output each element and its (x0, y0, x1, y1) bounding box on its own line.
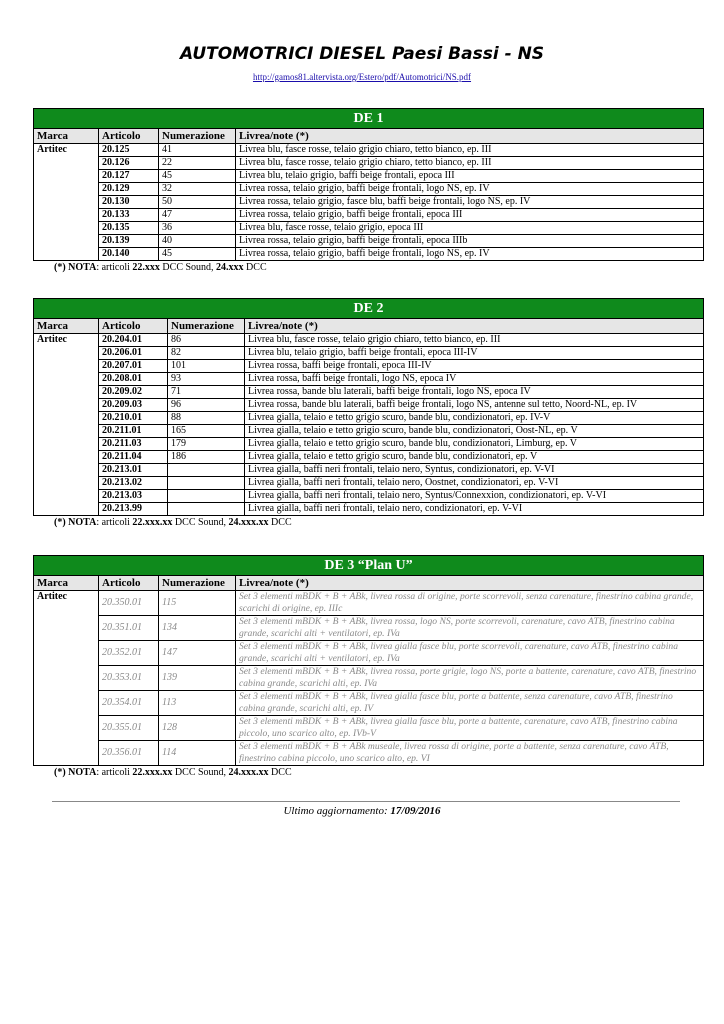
livrea-cell: Livrea rossa, bande blu laterali, baffi beige frontali, logo NS, epoca IV (245, 386, 704, 399)
note-code-dcc: 24.xxx (216, 262, 244, 273)
numerazione-cell: 139 (159, 666, 236, 691)
articolo-cell: 20.350.01 (99, 591, 159, 616)
table-row (34, 144, 704, 157)
articolo-cell: 20.210.01 (99, 412, 168, 425)
livrea-cell: Livrea rossa, bande blu laterali, baffi beige frontali, logo NS, antenne sul tetto, Noord-NL, ep. IV (245, 399, 704, 412)
livrea-cell: Livrea rossa, telaio grigio, baffi beige frontali, epoca III (236, 209, 704, 222)
note-code-sound: 22.xxx.xx (132, 767, 173, 778)
livrea-cell: Livrea rossa, telaio grigio, baffi beige frontali, logo NS, ep. IV (236, 183, 704, 196)
table-row (34, 425, 704, 438)
numerazione-cell: 40 (159, 235, 236, 248)
col-marca: Marca (34, 576, 99, 591)
table-row (34, 347, 704, 360)
note-code-sound: 22.xxx.xx (132, 517, 173, 528)
livrea-cell: Livrea gialla, baffi neri frontali, telaio nero, Syntus, condizionatori, ep. V-VI (245, 464, 704, 477)
livrea-cell: Set 3 elementi mBDK + B + ABk, livrea gialla fasce blu, porte a battente, senza carenature, cavo ATB, finestrino cabina grande, scarichi alti, ep. IV (236, 691, 704, 716)
articolo-cell: 20.207.01 (99, 360, 168, 373)
col-livrea: Livrea/note (*) (245, 319, 704, 334)
col-numerazione: Numerazione (159, 129, 236, 144)
table-row (34, 373, 704, 386)
marca-cell: Artitec (34, 591, 99, 766)
footer-label: Ultimo aggiornamento: (283, 805, 391, 817)
articolo-cell: 20.126 (99, 157, 159, 170)
livrea-cell: Set 3 elementi mBDK + B + ABk, livrea gialla fasce blu, porte a battente, carenature, cavo ATB, finestrino cabina piccolo, uno scarico alto, ep. IVb-V (236, 716, 704, 741)
numerazione-cell: 45 (159, 248, 236, 261)
articolo-cell: 20.213.02 (99, 477, 168, 490)
numerazione-cell: 147 (159, 641, 236, 666)
section-title: DE 2 (34, 299, 704, 319)
footer (0, 805, 724, 817)
table-row (34, 477, 704, 490)
table-row (34, 616, 704, 641)
section-de3 (33, 555, 704, 779)
numerazione-cell (168, 490, 245, 503)
table-row (34, 666, 704, 691)
numerazione-cell: 86 (168, 334, 245, 347)
articolo-cell: 20.355.01 (99, 716, 159, 741)
livrea-cell: Livrea gialla, baffi neri frontali, telaio nero, condizionatori, ep. V-VI (245, 503, 704, 516)
marca-cell: Artitec (34, 334, 99, 516)
articolo-cell: 20.140 (99, 248, 159, 261)
articolo-cell: 20.129 (99, 183, 159, 196)
livrea-cell: Livrea blu, telaio grigio, baffi beige frontali, epoca III (236, 170, 704, 183)
section-title: DE 3 “Plan U” (34, 556, 704, 576)
livrea-cell: Set 3 elementi mBDK + B + ABk, livrea gialla fasce blu, porte scorrevoli, carenature, cavo ATB, finestrino cabina grande, scarichi alti + ventilatori, ep. IVa (236, 641, 704, 666)
numerazione-cell: 115 (159, 591, 236, 616)
livrea-cell: Livrea blu, fasce rosse, telaio grigio chiaro, tetto bianco, ep. III (236, 144, 704, 157)
livrea-cell: Livrea rossa, telaio grigio, baffi beige frontali, logo NS, ep. IV (236, 248, 704, 261)
table-row (34, 503, 704, 516)
numerazione-cell: 71 (168, 386, 245, 399)
articolo-cell: 20.133 (99, 209, 159, 222)
articolo-cell: 20.211.04 (99, 451, 168, 464)
livrea-cell: Livrea rossa, baffi beige frontali, logo NS, epoca IV (245, 373, 704, 386)
note-text: : articoli (96, 517, 133, 528)
note-text: : articoli (96, 767, 133, 778)
livrea-cell: Set 3 elementi mBDK + B + ABk, livrea rossa, logo NS, porte scorrevoli, carenature, cavo ATB, finestrino cabina grande, scarichi alti + ventilatori, ep. IVa (236, 616, 704, 641)
articolo-cell: 20.204.01 (99, 334, 168, 347)
section-note (54, 262, 704, 274)
numerazione-cell (168, 464, 245, 477)
note-text: DCC (268, 767, 292, 778)
numerazione-cell: 165 (168, 425, 245, 438)
numerazione-cell: 36 (159, 222, 236, 235)
note-text: DCC Sound, (172, 767, 229, 778)
table-row (34, 183, 704, 196)
numerazione-cell: 47 (159, 209, 236, 222)
articolo-cell: 20.206.01 (99, 347, 168, 360)
section-note (54, 517, 704, 529)
livrea-cell: Livrea rossa, baffi beige frontali, epoca III-IV (245, 360, 704, 373)
numerazione-cell: 113 (159, 691, 236, 716)
numerazione-cell: 32 (159, 183, 236, 196)
numerazione-cell (168, 477, 245, 490)
livrea-cell: Set 3 elementi mBDK + B + ABk, livrea rossa, porte grigie, logo NS, porte a battente, carenature, cavo ATB, finestrino cabina grande, scarichi alti, ep. IVa (236, 666, 704, 691)
table-row (34, 360, 704, 373)
numerazione-cell: 50 (159, 196, 236, 209)
note-text: DCC Sound, (159, 262, 217, 273)
source-url-link[interactable]: http://gamos81.altervista.org/Estero/pdf/Automotrici/NS.pdf (252, 72, 472, 82)
table-row (34, 334, 704, 347)
articolo-cell: 20.353.01 (99, 666, 159, 691)
table-row (34, 451, 704, 464)
note-text: DCC Sound, (172, 517, 229, 528)
table-row (34, 464, 704, 477)
note-code-sound: 22.xxx (132, 262, 160, 273)
col-articolo: Articolo (99, 129, 159, 144)
articolo-cell: 20.127 (99, 170, 159, 183)
numerazione-cell: 41 (159, 144, 236, 157)
livrea-cell: Livrea rossa, telaio grigio, fasce blu, baffi beige frontali, logo NS, ep. IV (236, 196, 704, 209)
articolo-cell: 20.351.01 (99, 616, 159, 641)
footer-divider (52, 801, 680, 802)
articolo-cell: 20.211.03 (99, 438, 168, 451)
numerazione-cell: 96 (168, 399, 245, 412)
table-row (34, 691, 704, 716)
numerazione-cell: 82 (168, 347, 245, 360)
articolo-cell: 20.130 (99, 196, 159, 209)
page-title: AUTOMOTRICI DIESEL Paesi Bassi - NS (179, 44, 545, 64)
col-articolo: Articolo (99, 319, 168, 334)
footer-date: 17/09/2016 (390, 805, 441, 817)
livrea-cell: Livrea gialla, baffi neri frontali, telaio nero, Syntus/Connexxion, condizionatori, ep. V-VI (245, 490, 704, 503)
table-row (34, 222, 704, 235)
articolo-cell: 20.209.02 (99, 386, 168, 399)
livrea-cell: Livrea gialla, baffi neri frontali, telaio nero, Oostnet, condizionatori, ep. V-VI (245, 477, 704, 490)
livrea-cell: Set 3 elementi mBDK + B + ABk, livrea rossa di origine, porte scorrevoli, senza carenature, finestrino cabina grande, scarichi di origine, ep. IIIc (236, 591, 704, 616)
numerazione-cell: 128 (159, 716, 236, 741)
col-numerazione: Numerazione (159, 576, 236, 591)
table-row (34, 591, 704, 616)
articolo-cell: 20.211.01 (99, 425, 168, 438)
de3-table (33, 555, 704, 766)
col-numerazione: Numerazione (168, 319, 245, 334)
articolo-cell: 20.208.01 (99, 373, 168, 386)
articolo-cell: 20.125 (99, 144, 159, 157)
note-text: DCC (268, 517, 292, 528)
section-note (54, 767, 704, 779)
section-de1 (33, 108, 704, 274)
articolo-cell: 20.213.03 (99, 490, 168, 503)
articolo-cell: 20.356.01 (99, 741, 159, 766)
livrea-cell: Livrea blu, fasce rosse, telaio grigio chiaro, tetto bianco, ep. III (245, 334, 704, 347)
table-row (34, 170, 704, 183)
livrea-cell: Livrea gialla, telaio e tetto grigio scuro, bande blu, condizionatori, Limburg, ep. V (245, 438, 704, 451)
col-livrea: Livrea/note (*) (236, 576, 704, 591)
numerazione-cell (168, 503, 245, 516)
table-row (34, 196, 704, 209)
de2-table (33, 298, 704, 516)
livrea-cell: Livrea gialla, telaio e tetto grigio scuro, bande blu, condizionatori, Oost-NL, ep. V (245, 425, 704, 438)
note-code-dcc: 24.xxx.xx (228, 517, 269, 528)
livrea-cell: Livrea gialla, telaio e tetto grigio scuro, bande blu, condizionatori, ep. V (245, 451, 704, 464)
table-row (34, 399, 704, 412)
table-row (34, 741, 704, 766)
table-row (34, 641, 704, 666)
col-marca: Marca (34, 129, 99, 144)
livrea-cell: Livrea blu, fasce rosse, telaio grigio chiaro, tetto bianco, ep. III (236, 157, 704, 170)
note-prefix: (*) NOTA (54, 262, 97, 273)
numerazione-cell: 45 (159, 170, 236, 183)
table-row (34, 209, 704, 222)
numerazione-cell: 134 (159, 616, 236, 641)
articolo-cell: 20.213.01 (99, 464, 168, 477)
numerazione-cell: 186 (168, 451, 245, 464)
livrea-cell: Set 3 elementi mBDK + B + ABk museale, livrea rossa di origine, porte a battente, senza carenature, cavo ATB, finestrino cabina piccolo, uno scarico alto, ep. VI (236, 741, 704, 766)
livrea-cell: Livrea blu, telaio grigio, baffi beige frontali, epoca III-IV (245, 347, 704, 360)
section-title: DE 1 (34, 109, 704, 129)
articolo-cell: 20.139 (99, 235, 159, 248)
col-marca: Marca (34, 319, 99, 334)
note-prefix: (*) NOTA (54, 517, 97, 528)
table-row (34, 716, 704, 741)
note-prefix: (*) NOTA (54, 767, 97, 778)
articolo-cell: 20.209.03 (99, 399, 168, 412)
de1-table (33, 108, 704, 261)
articolo-cell: 20.213.99 (99, 503, 168, 516)
table-row (34, 412, 704, 425)
table-row (34, 490, 704, 503)
numerazione-cell: 93 (168, 373, 245, 386)
numerazione-cell: 88 (168, 412, 245, 425)
livrea-cell: Livrea rossa, telaio grigio, baffi beige frontali, epoca IIIb (236, 235, 704, 248)
note-text: DCC (243, 262, 267, 273)
livrea-cell: Livrea blu, fasce rosse, telaio grigio, epoca III (236, 222, 704, 235)
numerazione-cell: 179 (168, 438, 245, 451)
note-code-dcc: 24.xxx.xx (228, 767, 269, 778)
table-row (34, 248, 704, 261)
numerazione-cell: 101 (168, 360, 245, 373)
col-livrea: Livrea/note (*) (236, 129, 704, 144)
col-articolo: Articolo (99, 576, 159, 591)
numerazione-cell: 114 (159, 741, 236, 766)
numerazione-cell: 22 (159, 157, 236, 170)
table-row (34, 386, 704, 399)
table-row (34, 235, 704, 248)
articolo-cell: 20.354.01 (99, 691, 159, 716)
livrea-cell: Livrea gialla, telaio e tetto grigio scuro, bande blu, condizionatori, ep. IV-V (245, 412, 704, 425)
table-row (34, 438, 704, 451)
marca-cell: Artitec (34, 144, 99, 261)
section-de2 (33, 298, 704, 529)
articolo-cell: 20.352.01 (99, 641, 159, 666)
table-row (34, 157, 704, 170)
articolo-cell: 20.135 (99, 222, 159, 235)
note-text: : articoli (96, 262, 133, 273)
